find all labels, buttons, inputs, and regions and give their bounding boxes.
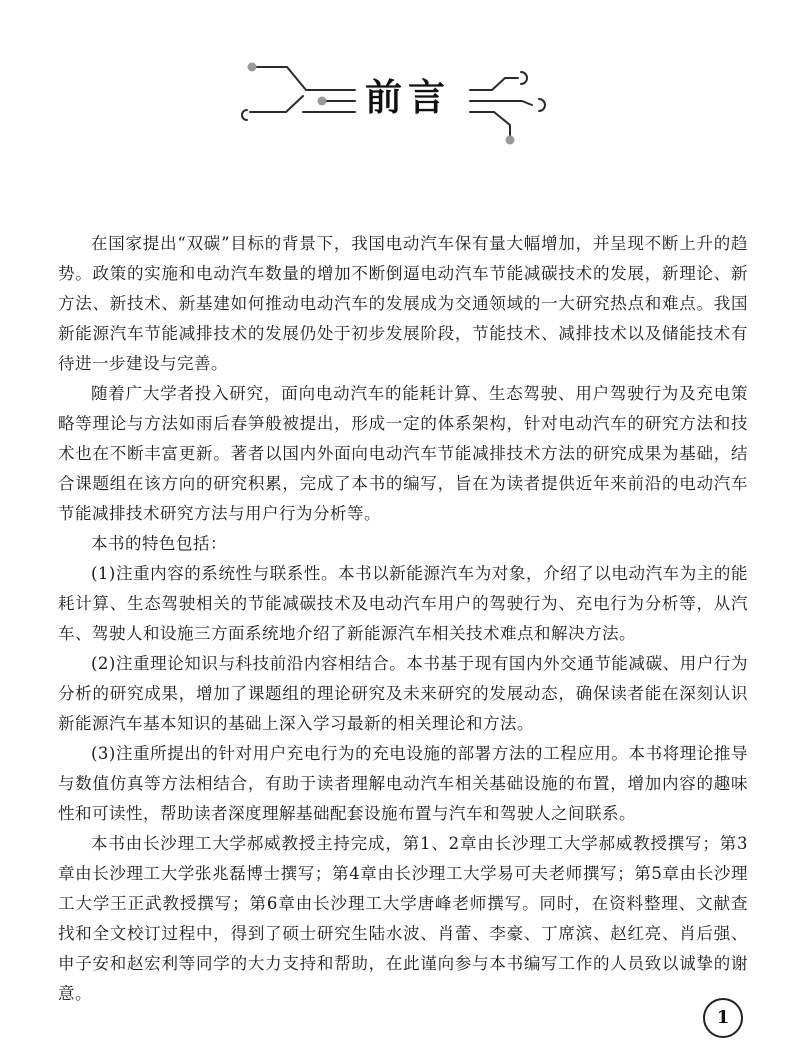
right-top-c-terminal xyxy=(521,72,527,84)
page-title: 前言 xyxy=(365,76,451,119)
paragraph-intro: 在国家提出“双碳”目标的背景下，我国电动汽车保有量大幅增加，并呈现不断上升的趋势。政策的实施和电动汽车数量的增加不断倒逼电动汽车节能减碳技术的发展，新理论、新方法、新技术、新基建如何推动电动汽车的发展成为交通领域的一大研究热点和难点。我国新能源汽车节能减排技术的发展仍处于初步发展阶段，节能技术、减排技术以及储能技术有待进一步建设与完善。 xyxy=(58,234,748,373)
left-lower-trace xyxy=(250,96,303,112)
paragraph-feature-2: (2)注重理论知识与科技前沿内容相结合。本书基于现有国内外交通节能减碳、用户行为分析的研究成果，增加了课题组的理论研究及未来研究的发展动态，确保读者能在深刻认识新能源汽车基本知识的基础上深入学习最新的相关理论和方法。 xyxy=(58,654,748,733)
paragraph-feature-3: (3)注重所提出的针对用户充电行为的充电设施的部署方法的工程应用。本书将理论推导与数值仿真等方法相结合，有助于读者理解电动汽车相关基础设施的布置，增加内容的趣味性和可读性，帮助读者深度理解基础配套设施布置与汽车和驾驶人之间联系。 xyxy=(58,744,748,823)
paragraph-acknowledgements: 本书由长沙理工大学郝威教授主持完成，第1、2章由长沙理工大学郝威教授撰写；第3章由长沙理工大学张兆磊博士撰写；第4章由长沙理工大学易可夫老师撰写；第5章由长沙理工大学王正武教授撰写；第6章由长沙理工大学唐峰老师撰写。同时，在资料整理、文献查找和全文校订过程中，得到了硕士研究生陆水波、肖蕾、李豪、丁席滨、赵红亮、肖后强、申子安和赵宏利等同学的大力支持和帮助，在此谨向参与本书编写工作的人员致以诚挚的谢意。 xyxy=(58,834,748,1003)
paragraph-research-background: 随着广大学者投入研究，面向电动汽车的能耗计算、生态驾驶、用户驾驶行为及充电策略等理论与方法如雨后春笋般被提出，形成一定的体系架构，针对电动汽车的研究方法和技术也在不断丰富更新。著者以国内外面向电动汽车节能减排技术方法的研究成果为基础，结合课题组在该方向的研究积累，完成了本书的编写，旨在为读者提供近年来前沿的电动汽车节能减排技术研究方法与用户行为分析等。 xyxy=(58,384,748,523)
right-lower-trace xyxy=(470,112,510,136)
left-c-terminal xyxy=(242,110,247,120)
right-upper-trace xyxy=(470,78,518,90)
right-middle-trace xyxy=(470,101,532,105)
left-upper-trace xyxy=(252,67,355,90)
right-bottom-dot xyxy=(506,136,515,145)
paragraph-feature-1: (1)注重内容的系统性与联系性。本书以新能源汽车为对象，介绍了以电动汽车为主的能耗计算、生态驾驶相关的节能减碳技术及电动汽车用户的驾驶行为、充电行为分析等，从汽车、驾驶人和设施三方面系统地介绍了新能源汽车相关技术难点和解决方法。 xyxy=(58,564,748,643)
left-top-dot xyxy=(248,63,257,72)
right-mid-c-terminal xyxy=(539,99,545,111)
body-text xyxy=(58,229,748,1009)
paragraph-features-heading: 本书的特色包括： xyxy=(91,534,227,553)
left-middle-dot xyxy=(318,97,327,106)
page-number-badge: 1 xyxy=(703,998,743,1038)
